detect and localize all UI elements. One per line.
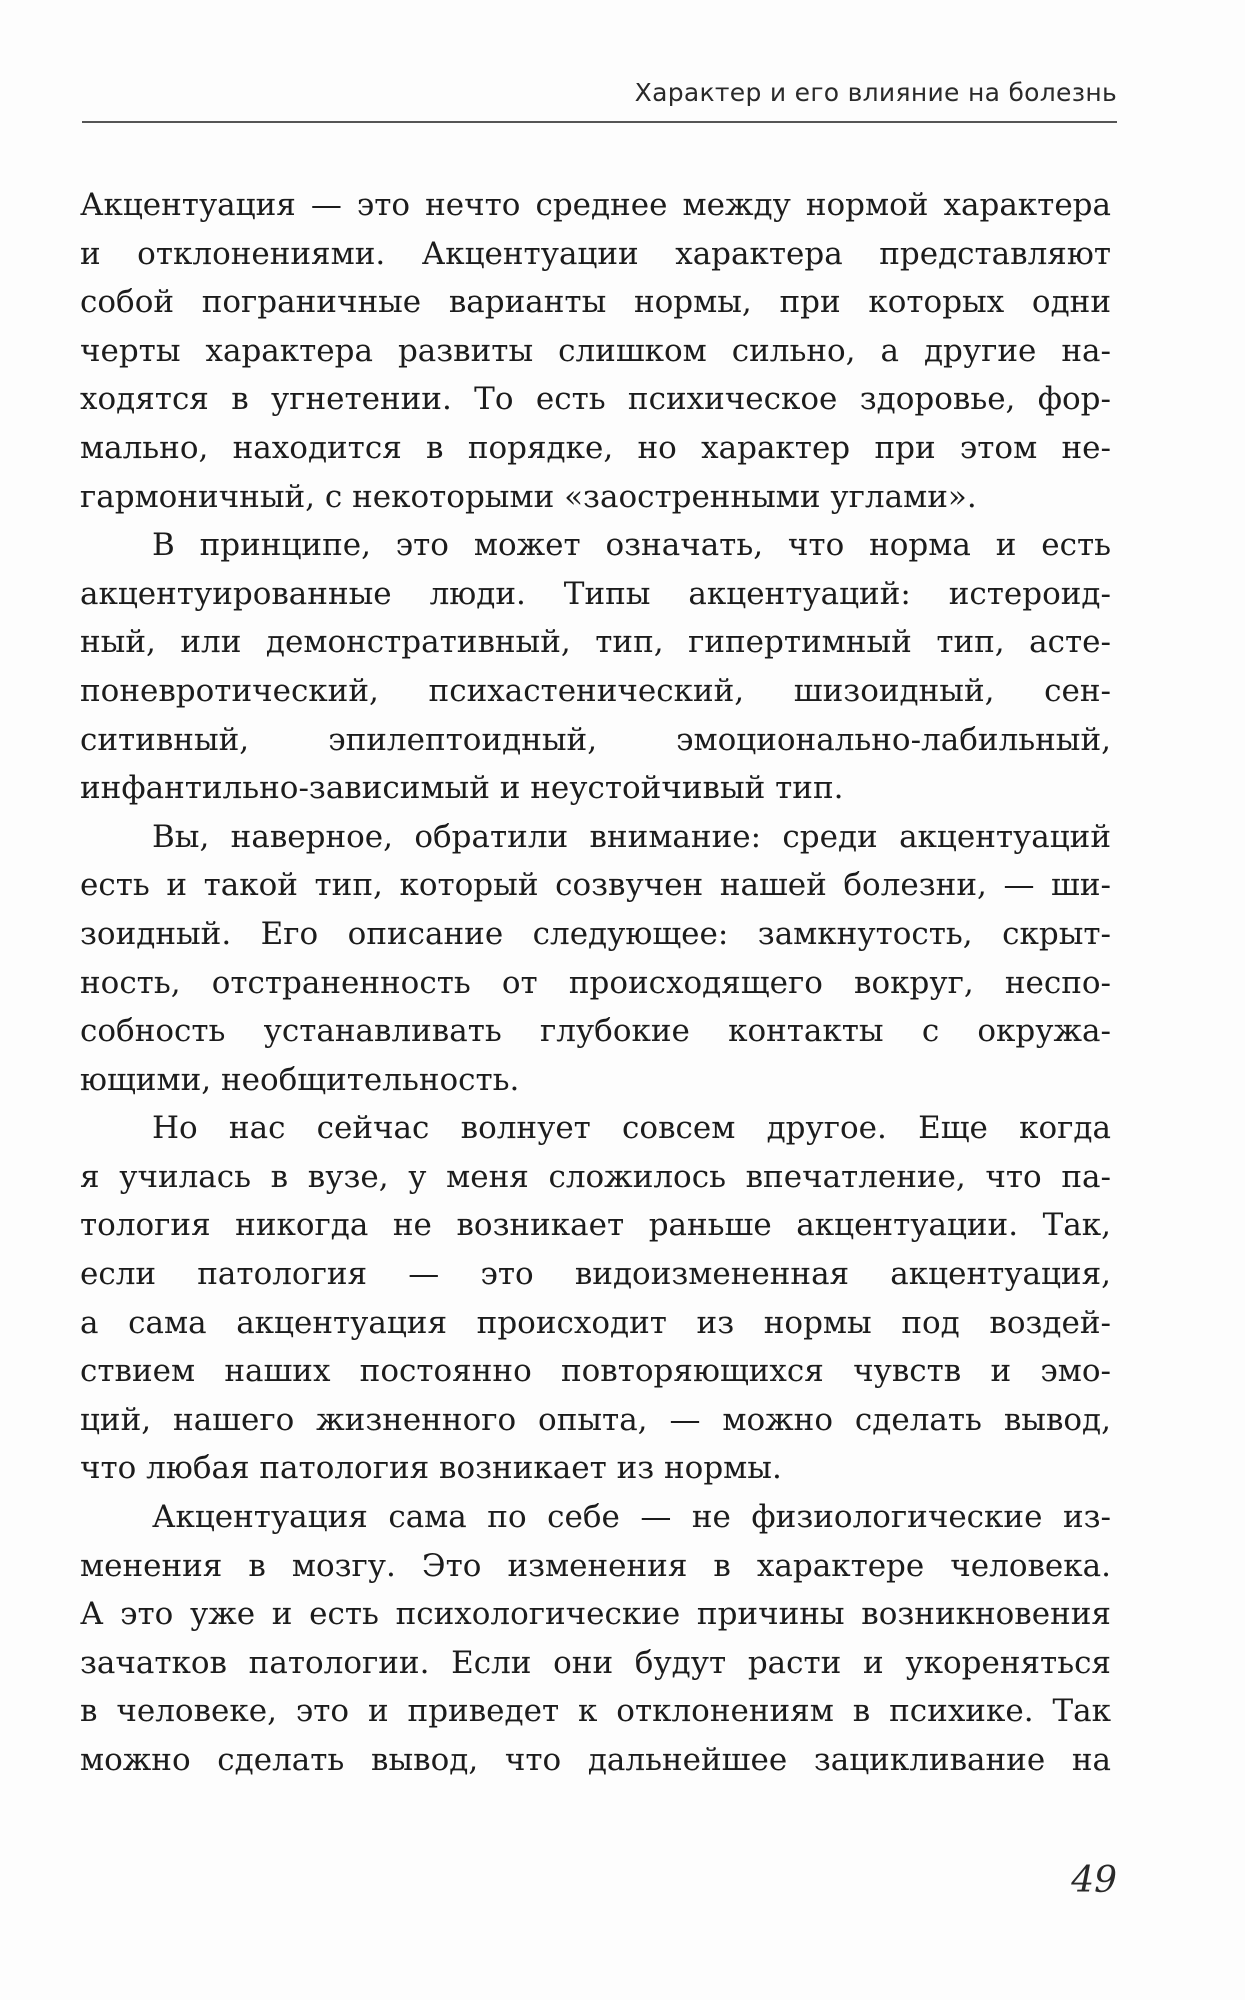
header-rule [82, 121, 1117, 123]
text-line: что любая патология возникает из нормы. [80, 1450, 782, 1487]
text-line: зачатков патологии. Если они будут расти и укореняться [80, 1644, 1111, 1681]
text-line: ций, нашего жизненного опыта, — можно сделать вывод, [80, 1401, 1111, 1438]
text-line: я училась в вузе, у меня сложилось впечатление, что па- [80, 1158, 1111, 1195]
text-line: А это уже и есть психологические причины возникновения [80, 1596, 1111, 1633]
running-head: Характер и его влияние на болезнь [634, 78, 1117, 107]
text-line: есть и такой тип, который созвучен нашей болезни, — ши- [80, 867, 1111, 904]
text-line: черты характера развиты слишком сильно, а другие на- [80, 332, 1111, 369]
text-line: ность, отстраненность от происходящего вокруг, неспо- [80, 964, 1111, 1001]
text-line: В принципе, это может означать, что норма и есть [152, 527, 1111, 564]
paragraph [80, 521, 1111, 813]
text-line: гармоничный, с некоторыми «заостренными углами». [80, 478, 977, 515]
text-line: тология никогда не возникает раньше акцентуации. Так, [80, 1207, 1111, 1244]
text-line: и отклонениями. Акцентуации характера представляют [80, 235, 1111, 272]
text-line: ющими, необщительность. [80, 1061, 520, 1098]
text-line: мально, находится в порядке, но характер при этом не- [80, 429, 1111, 466]
text-line: зоидный. Его описание следующее: замкнутость, скрыт- [80, 915, 1111, 952]
text-line: можно сделать вывод, что дальнейшее зацикливание на [80, 1742, 1111, 1778]
text-line: менения в мозгу. Это изменения в характере человека. [80, 1547, 1111, 1584]
text-line: ходятся в угнетении. То есть психическое здоровье, фор- [80, 381, 1111, 418]
text-line: поневротический, психастенический, шизоидный, сен- [80, 672, 1111, 709]
text-line: а сама акцентуация происходит из нормы под воздей- [80, 1304, 1111, 1341]
text-line: ситивный, эпилептоидный, эмоционально-лабильный, [80, 721, 1111, 758]
text-line: ный, или демонстративный, тип, гипертимный тип, асте- [80, 624, 1111, 661]
paragraph [80, 1493, 1111, 1785]
text-line: инфантильно-зависимый и неустойчивый тип. [80, 770, 844, 807]
text-line: в человеке, это и приведет к отклонениям в психике. Так [80, 1693, 1111, 1730]
paragraph [80, 1104, 1111, 1493]
text-line: Но нас сейчас волнует совсем другое. Еще когда [152, 1110, 1111, 1147]
body-text [80, 181, 1111, 1785]
paragraph [80, 181, 1111, 521]
page-number: 49 [1071, 1860, 1117, 1901]
text-line: собой пограничные варианты нормы, при которых одни [80, 284, 1111, 321]
text-line: ствием наших постоянно повторяющихся чувств и эмо- [80, 1353, 1111, 1390]
text-line: собность устанавливать глубокие контакты с окружа- [80, 1013, 1111, 1050]
paragraph [80, 813, 1111, 1105]
text-line: если патология — это видоизмененная акцентуация, [80, 1256, 1111, 1293]
text-line: Вы, наверное, обратили внимание: среди акцентуаций [152, 818, 1111, 855]
text-line: акцентуированные люди. Типы акцентуаций: истероид- [80, 575, 1111, 612]
text-line: Акцентуация сама по себе — не физиологические из- [152, 1499, 1111, 1536]
text-line: Акцентуация — это нечто среднее между нормой характера [80, 187, 1111, 223]
